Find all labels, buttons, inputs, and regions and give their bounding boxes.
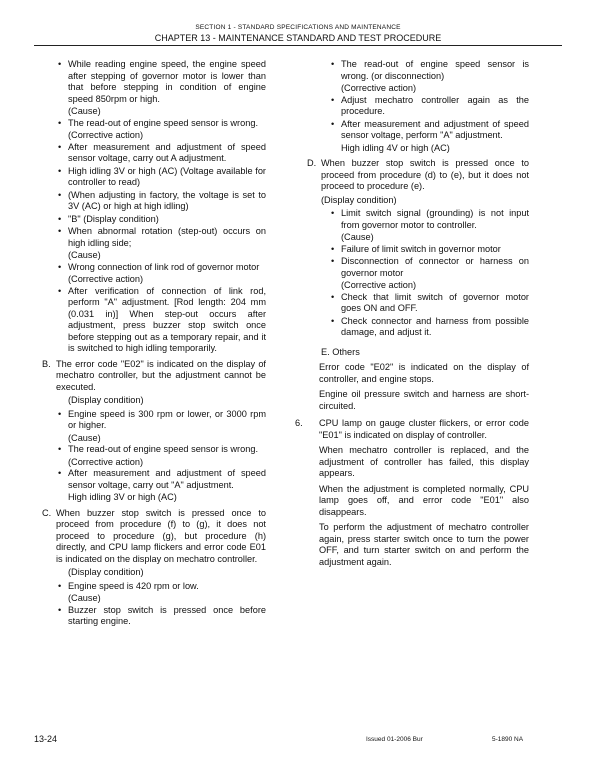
page-number: 13-24 [34, 734, 58, 744]
paragraph: When the adjustment is completed normally, CPU lamp goes off, and error code "E01" also disappears. [319, 483, 529, 517]
list-item: • The read-out of engine speed sensor is wrong. (or disconnection) [327, 59, 529, 82]
display-condition-label: (Display condition) [68, 395, 144, 405]
cause-label: (Cause) [341, 232, 374, 242]
list-item: • The read-out of engine speed sensor is wrong. [54, 118, 266, 130]
list-item: • Engine speed is 420 rpm or low. [54, 581, 266, 593]
bullet-list-a [54, 59, 266, 355]
list-item: • After verification of connection of link rod, perform "A" adjustment. [Rod length: 204 mm (0.031 in)] When step-out occurs after adjustment, press buzzer stop switch once before stepping out as a temporary repair, and it is switched to high idling temporarily. [54, 286, 266, 355]
list-item: • "B" (Display condition) [54, 214, 266, 226]
bullet-list-c [54, 581, 266, 628]
list-item: • Adjust mechatro controller again as the procedure. [327, 95, 529, 118]
item-c-heading: When buzzer stop switch is pressed once to proceed from procedure (f) to (g), it does not proceed to procedure (g), but procedure (h) directly, and CPU lamp flickers and error code E01 is indicated on the display on mechatro controller. [56, 507, 266, 564]
paragraph: Error code "E02" is indicated on the display of controller, and engine stops. [319, 362, 529, 384]
spec-line: High idling 4V or high (AC) [341, 142, 450, 153]
list-item: • After measurement and adjustment of speed sensor voltage, perform "A" adjustment. [327, 119, 529, 142]
list-item: • Check connector and harness from possible damage, and adjust it. [327, 316, 529, 339]
list-item: • Disconnection of connector or harness on governor motor [327, 256, 529, 279]
cause-label: (Cause) [68, 106, 101, 116]
cause-label: (Cause) [68, 593, 101, 603]
right-column [295, 59, 529, 572]
item-b-tag: B. [42, 358, 51, 369]
list-item: • Limit switch signal (grounding) is not input from governor motor to controller. [327, 208, 529, 231]
item-6-tag: 6. [295, 418, 303, 428]
list-item: • High idling 3V or high (AC) (Voltage available for controller to read) [54, 166, 266, 189]
chapter-title: CHAPTER 13 - MAINTENANCE STANDARD AND TEST PROCEDURE [154, 33, 442, 43]
list-item: • Failure of limit switch in governor motor [327, 244, 529, 256]
list-item: • Wrong connection of link rod of governor motor [54, 262, 266, 274]
list-item: • Check that limit switch of governor motor goes ON and OFF. [327, 292, 529, 315]
issue-date: Issued 01-2006 Bur [366, 736, 423, 743]
item-c [42, 508, 266, 566]
list-item: • (When adjusting in factory, the voltage is set to 3V (AC) or high at high idling) [54, 190, 266, 213]
paragraph: To perform the adjustment of mechatro controller again, press starter switch once to turn the power OFF, and turn starter switch on and perform the adjustment again. [319, 522, 529, 567]
item-d-tag: D. [307, 158, 317, 168]
corrective-label: (Corrective action) [341, 280, 417, 290]
list-item: • After measurement and adjustment of speed sensor voltage, carry out "A" adjustment. [54, 468, 266, 491]
item-c-tag: C. [42, 507, 52, 518]
list-item: • While reading engine speed, the engine speed after stepping of governor motor is lower than that before stepping in condition of engine speed 850rpm or high. [54, 59, 266, 105]
list-item: • When abnormal rotation (step-out) occurs on high idling side; [54, 226, 266, 249]
corrective-label: (Corrective action) [68, 456, 144, 467]
item-6-heading: CPU lamp on gauge cluster flickers, or error code "E01" is indicated on display of controller. [319, 418, 529, 440]
bullet-list-b [54, 409, 266, 504]
item-d-heading: When buzzer stop switch is pressed once to proceed from procedure (d) to (e), but it does not proceed to procedure (e). [321, 158, 529, 191]
spec-line: High idling 3V or high (AC) [68, 492, 177, 502]
item-b [42, 359, 266, 394]
list-item: • Engine speed is 300 rpm or lower, or 3000 rpm or higher. [54, 409, 266, 432]
display-condition-label: (Display condition) [68, 567, 144, 577]
item-d [307, 158, 529, 193]
bullet-list-e [327, 208, 529, 339]
item-6 [295, 418, 529, 441]
display-condition-label: (Display condition) [321, 194, 397, 205]
corrective-label: (Corrective action) [341, 83, 417, 93]
corrective-label: (Corrective action) [68, 130, 144, 140]
document-code: 5-1890 NA [492, 736, 524, 743]
bullet-list-d [327, 59, 529, 154]
list-item: • The read-out of engine speed sensor is wrong. [54, 444, 266, 456]
corrective-label: (Corrective action) [68, 274, 144, 284]
cause-label: (Cause) [68, 250, 101, 260]
item-b-heading: The error code "E02" is indicated on the display of mechatro controller, but the adjustment cannot be executed. [56, 358, 266, 392]
list-item: • Buzzer stop switch is pressed once before starting engine. [54, 605, 266, 628]
item-e-heading: E. Others [321, 346, 360, 357]
paragraph: When mechatro controller is replaced, and the adjustment of controller has failed, this display appears. [319, 445, 529, 478]
cause-label: (Cause) [68, 432, 101, 443]
left-column [42, 59, 266, 629]
header-divider [34, 45, 562, 46]
list-item: • After measurement and adjustment of speed sensor voltage, carry out A adjustment. [54, 142, 266, 165]
section-title: SECTION 1 - STANDARD SPECIFICATIONS AND MAINTENANCE [195, 24, 401, 31]
paragraph: Engine oil pressure switch and harness are short-circuited. [319, 389, 529, 411]
